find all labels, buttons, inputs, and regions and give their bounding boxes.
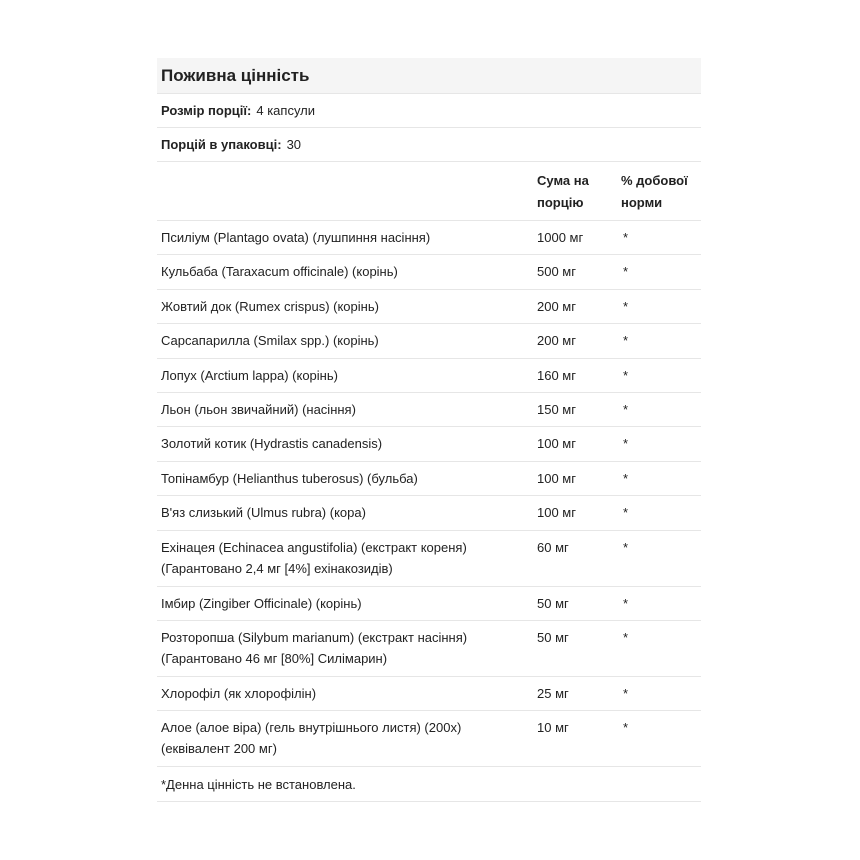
serving-size-label: Розмір порції: [161, 103, 252, 118]
ingredient-name-line: (Гарантовано 2,4 мг [4%] ехінакозидів) [161, 560, 393, 576]
ingredient-name-line: Золотий котик (Hydrastis canadensis) [161, 436, 383, 452]
ingredient-name [157, 537, 537, 580]
ingredient-name [157, 683, 537, 704]
ingredient-daily-value: * [623, 264, 629, 280]
ingredient-amount: 160 мг [537, 367, 576, 383]
servings-per-container-label: Порцій в упаковці: [161, 137, 282, 152]
header-amount [537, 162, 621, 220]
table-row [157, 711, 701, 767]
ingredient-daily-value: * [623, 505, 629, 521]
table-row [157, 324, 701, 358]
table-row [157, 621, 701, 677]
ingredient-name-line: Алое (алое віра) (гель внутрішнього листя) (200x) [161, 720, 462, 736]
table-row [157, 677, 701, 711]
ingredient-amount: 200 мг [537, 298, 576, 314]
ingredient-name-line: Хлорофіл (як хлорофілін) [161, 685, 317, 701]
ingredient-amount: 150 мг [537, 401, 576, 417]
panel-title: Поживна цінність [157, 58, 701, 94]
ingredient-daily-value: * [623, 436, 629, 452]
ingredient-daily-value: * [623, 401, 629, 417]
header-daily-value-line: норми [621, 195, 663, 210]
table-row [157, 393, 701, 427]
ingredient-amount: 1000 мг [537, 230, 584, 245]
ingredient-name-line: В'яз слизький (Ulmus rubra) (кора) [161, 505, 366, 521]
ingredient-amount: 60 мг [537, 539, 569, 555]
ingredient-name-line: Топінамбур (Helianthus tuberosus) (бульба) [161, 470, 418, 486]
ingredient-daily-value: * [623, 720, 629, 736]
ingredient-name-line: (еквівалент 200 мг) [161, 741, 277, 757]
header-name-cell [157, 162, 537, 220]
footnote: *Денна цінність не встановлена. [157, 767, 701, 802]
ingredient-amount: 100 мг [537, 436, 576, 452]
ingredient-daily-value: * [623, 629, 629, 645]
table-header [157, 162, 701, 221]
ingredient-name [157, 261, 537, 282]
ingredient-name-line: Імбир (Zingiber Officinale) (корінь) [161, 595, 362, 611]
ingredient-daily-value: * [623, 367, 629, 383]
ingredient-rows [157, 221, 701, 767]
ingredient-amount: 50 мг [537, 595, 569, 611]
ingredient-amount: 100 мг [537, 505, 576, 521]
ingredient-name-line: Льон (льон звичайний) (насіння) [161, 401, 356, 417]
ingredient-daily-value: * [623, 470, 629, 486]
ingredient-daily-value: * [623, 298, 629, 314]
ingredient-amount: 500 мг [537, 264, 576, 280]
ingredient-name [157, 365, 537, 386]
servings-per-container-row [157, 128, 701, 162]
header-amount-line: Сума на [537, 173, 589, 188]
header-amount-line: порцію [537, 195, 584, 210]
table-row [157, 587, 701, 621]
ingredient-name [157, 593, 537, 614]
serving-size-row [157, 94, 701, 128]
table-row [157, 290, 701, 324]
ingredient-daily-value: * [623, 230, 629, 245]
serving-size-value: 4 капсули [256, 103, 316, 118]
ingredient-name [157, 330, 537, 351]
ingredient-name-line: (Гарантовано 46 мг [80%] Силімарин) [161, 650, 388, 666]
ingredient-name-line: Сарсапарилла (Smilax spp.) (корінь) [161, 333, 379, 349]
table-row [157, 359, 701, 393]
ingredient-daily-value: * [623, 539, 629, 555]
ingredient-name [157, 399, 537, 420]
ingredient-name [157, 717, 537, 760]
table-row [157, 531, 701, 587]
table-row [157, 255, 701, 289]
header-daily-value [621, 162, 701, 220]
ingredient-name [157, 627, 537, 670]
ingredient-daily-value: * [623, 685, 629, 701]
ingredient-daily-value: * [623, 333, 629, 349]
table-row [157, 221, 701, 255]
ingredient-name [157, 468, 537, 489]
ingredient-name-line: Кульбаба (Taraxacum officinale) (корінь) [161, 264, 398, 280]
ingredient-name [157, 502, 537, 523]
ingredient-name-line: Ехінацея (Echinacea angustifolia) (екстракт кореня) [161, 539, 467, 555]
servings-per-container-value: 30 [286, 137, 302, 152]
ingredient-name-line: Лопух (Arctium lappa) (корінь) [161, 367, 338, 383]
ingredient-daily-value: * [623, 595, 629, 611]
ingredient-amount: 200 мг [537, 333, 576, 349]
ingredient-name-line: Розторопша (Silybum marianum) (екстракт насіння) [161, 629, 468, 645]
table-row [157, 496, 701, 530]
ingredient-amount: 25 мг [537, 685, 569, 701]
ingredient-name-line: Псиліум (Plantago ovata) (лушпиння насіння) [161, 230, 431, 245]
ingredient-amount: 50 мг [537, 629, 569, 645]
ingredient-amount: 100 мг [537, 470, 576, 486]
ingredient-name [157, 227, 537, 248]
table-row [157, 427, 701, 461]
table-row [157, 462, 701, 496]
nutrition-facts-panel [157, 58, 701, 802]
header-daily-value-line: % добової [621, 173, 688, 188]
ingredient-name [157, 296, 537, 317]
ingredient-amount: 10 мг [537, 720, 569, 736]
ingredient-name-line: Жовтий док (Rumex crispus) (корінь) [161, 298, 379, 314]
ingredient-name [157, 433, 537, 454]
